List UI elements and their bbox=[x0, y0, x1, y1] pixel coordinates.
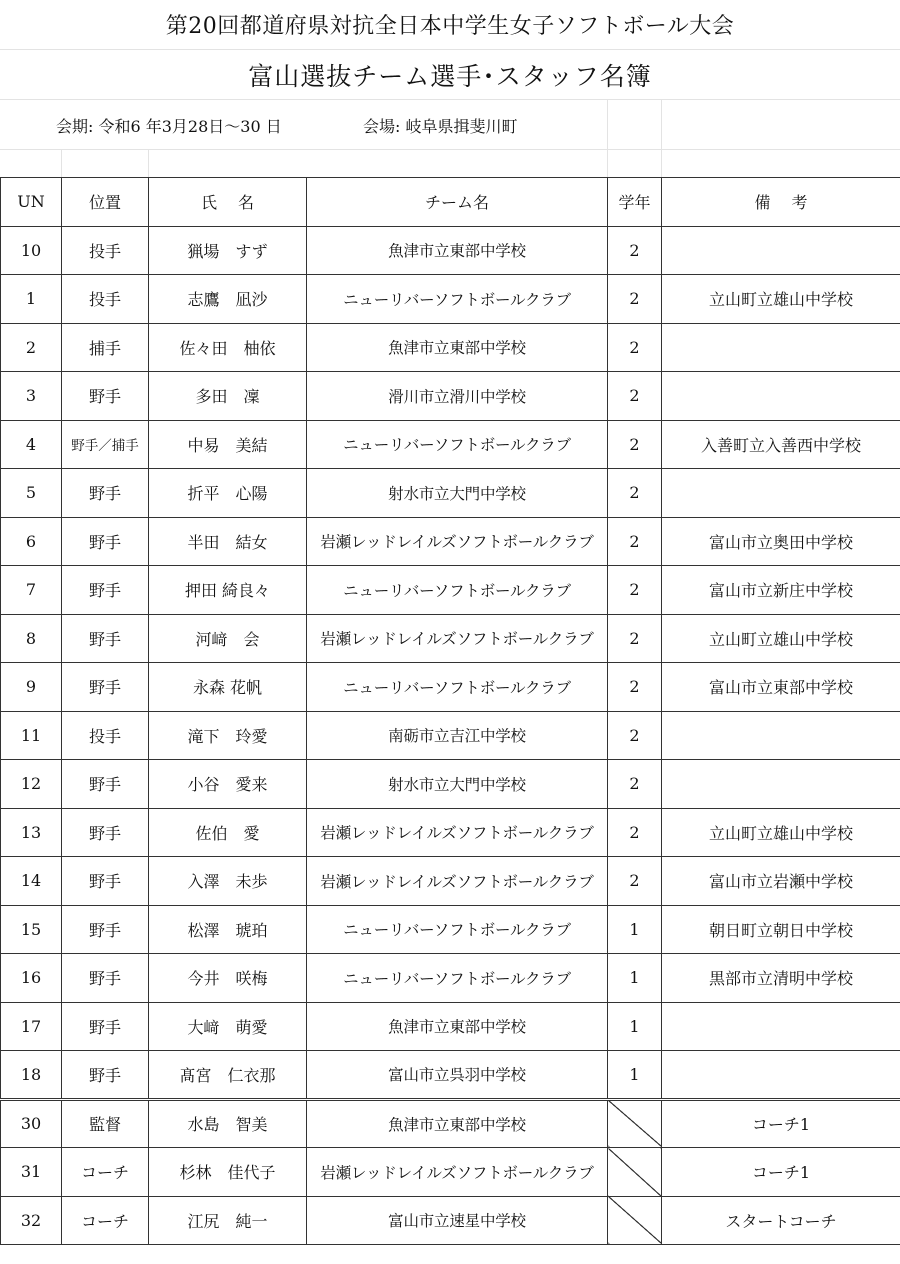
position: コーチ bbox=[62, 1196, 149, 1245]
remarks: 立山町立雄山中学校 bbox=[662, 275, 900, 324]
team-name: 岩瀬レッドレイルズソフトボールクラブ bbox=[307, 1148, 608, 1197]
team-name: 魚津市立東部中学校 bbox=[307, 226, 608, 275]
header-name: 氏 名 bbox=[149, 178, 307, 227]
remarks: コーチ1 bbox=[662, 1148, 900, 1197]
remarks: 富山市立奥田中学校 bbox=[662, 517, 900, 566]
uniform-number: 8 bbox=[1, 614, 62, 663]
header-un: UN bbox=[1, 178, 62, 227]
remarks bbox=[662, 226, 900, 275]
uniform-number: 32 bbox=[1, 1196, 62, 1245]
grid-line bbox=[148, 150, 149, 177]
position: 野手 bbox=[62, 760, 149, 809]
position: コーチ bbox=[62, 1148, 149, 1197]
grade: 1 bbox=[608, 1002, 662, 1051]
uniform-number: 30 bbox=[1, 1099, 62, 1148]
team-name: 富山市立呉羽中学校 bbox=[307, 1051, 608, 1100]
grid-line bbox=[607, 100, 608, 150]
header-position: 位置 bbox=[62, 178, 149, 227]
player-row bbox=[1, 808, 900, 857]
position: 投手 bbox=[62, 275, 149, 324]
grade: 2 bbox=[608, 808, 662, 857]
grade: 2 bbox=[608, 275, 662, 324]
player-row bbox=[1, 711, 900, 760]
roster-body bbox=[1, 226, 900, 1245]
player-name: 折平 心陽 bbox=[149, 469, 307, 518]
position: 捕手 bbox=[62, 323, 149, 372]
player-row bbox=[1, 857, 900, 906]
player-row bbox=[1, 517, 900, 566]
tournament-title: 第20回都道府県対抗全日本中学生女子ソフトボール大会 bbox=[0, 0, 900, 50]
remarks: 黒部市立清明中学校 bbox=[662, 954, 900, 1003]
event-venue: 会場: 岐阜県揖斐川町 bbox=[363, 116, 518, 136]
player-name: 多田 凜 bbox=[149, 372, 307, 421]
player-name: 志鷹 凪沙 bbox=[149, 275, 307, 324]
player-name: 今井 咲梅 bbox=[149, 954, 307, 1003]
grid-line bbox=[661, 100, 662, 150]
staff-row bbox=[1, 1148, 900, 1197]
player-row bbox=[1, 905, 900, 954]
uniform-number: 12 bbox=[1, 760, 62, 809]
team-name: 魚津市立東部中学校 bbox=[307, 323, 608, 372]
player-row bbox=[1, 760, 900, 809]
player-name: 松澤 琥珀 bbox=[149, 905, 307, 954]
team-name: ニューリバーソフトボールクラブ bbox=[307, 954, 608, 1003]
grade: 2 bbox=[608, 614, 662, 663]
uniform-number: 10 bbox=[1, 226, 62, 275]
roster-subtitle: 富山選抜チーム選手･スタッフ名簿 bbox=[0, 50, 900, 100]
event-period: 会期: 令和6 年3月28日～30 日 bbox=[56, 116, 282, 136]
player-name: 中易 美結 bbox=[149, 420, 307, 469]
grade-na-slash bbox=[608, 1196, 662, 1245]
team-name: 射水市立大門中学校 bbox=[307, 469, 608, 518]
uniform-number: 1 bbox=[1, 275, 62, 324]
team-name: ニューリバーソフトボールクラブ bbox=[307, 275, 608, 324]
position: 野手 bbox=[62, 808, 149, 857]
spacer-row bbox=[0, 150, 900, 177]
uniform-number: 6 bbox=[1, 517, 62, 566]
remarks bbox=[662, 1051, 900, 1100]
uniform-number: 31 bbox=[1, 1148, 62, 1197]
remarks: 立山町立雄山中学校 bbox=[662, 808, 900, 857]
uniform-number: 2 bbox=[1, 323, 62, 372]
roster-table bbox=[0, 177, 900, 1245]
grid-line bbox=[607, 150, 608, 177]
player-row bbox=[1, 1051, 900, 1100]
grade: 2 bbox=[608, 711, 662, 760]
uniform-number: 14 bbox=[1, 857, 62, 906]
player-row bbox=[1, 226, 900, 275]
player-row bbox=[1, 566, 900, 615]
uniform-number: 11 bbox=[1, 711, 62, 760]
staff-row bbox=[1, 1099, 900, 1148]
grid-line bbox=[661, 150, 662, 177]
position: 野手／捕手 bbox=[62, 420, 149, 469]
grade: 2 bbox=[608, 760, 662, 809]
player-row bbox=[1, 1002, 900, 1051]
remarks: 入善町立入善西中学校 bbox=[662, 420, 900, 469]
team-name: ニューリバーソフトボールクラブ bbox=[307, 905, 608, 954]
player-row bbox=[1, 372, 900, 421]
team-name: 魚津市立東部中学校 bbox=[307, 1002, 608, 1051]
grade-na-slash bbox=[608, 1148, 662, 1197]
position: 野手 bbox=[62, 1051, 149, 1100]
staff-name: 江尻 純一 bbox=[149, 1196, 307, 1245]
staff-row bbox=[1, 1196, 900, 1245]
grade: 1 bbox=[608, 905, 662, 954]
uniform-number: 9 bbox=[1, 663, 62, 712]
player-row bbox=[1, 275, 900, 324]
team-name: ニューリバーソフトボールクラブ bbox=[307, 663, 608, 712]
player-name: 小谷 愛来 bbox=[149, 760, 307, 809]
uniform-number: 3 bbox=[1, 372, 62, 421]
grade: 2 bbox=[608, 663, 662, 712]
position: 野手 bbox=[62, 857, 149, 906]
team-name: 岩瀬レッドレイルズソフトボールクラブ bbox=[307, 808, 608, 857]
grade: 2 bbox=[608, 517, 662, 566]
player-row bbox=[1, 663, 900, 712]
remarks bbox=[662, 711, 900, 760]
event-info-row bbox=[0, 100, 900, 150]
header-grade: 学年 bbox=[608, 178, 662, 227]
player-row bbox=[1, 469, 900, 518]
uniform-number: 4 bbox=[1, 420, 62, 469]
header-team: チーム名 bbox=[307, 178, 608, 227]
remarks: 富山市立新庄中学校 bbox=[662, 566, 900, 615]
player-row bbox=[1, 420, 900, 469]
staff-name: 水島 智美 bbox=[149, 1099, 307, 1148]
team-name: ニューリバーソフトボールクラブ bbox=[307, 420, 608, 469]
team-name: ニューリバーソフトボールクラブ bbox=[307, 566, 608, 615]
uniform-number: 16 bbox=[1, 954, 62, 1003]
grade: 2 bbox=[608, 323, 662, 372]
grade: 2 bbox=[608, 566, 662, 615]
grade: 2 bbox=[608, 372, 662, 421]
remarks bbox=[662, 323, 900, 372]
remarks: 富山市立岩瀬中学校 bbox=[662, 857, 900, 906]
position: 監督 bbox=[62, 1099, 149, 1148]
remarks: 富山市立東部中学校 bbox=[662, 663, 900, 712]
remarks bbox=[662, 469, 900, 518]
position: 投手 bbox=[62, 711, 149, 760]
team-name: 滑川市立滑川中学校 bbox=[307, 372, 608, 421]
remarks: 朝日町立朝日中学校 bbox=[662, 905, 900, 954]
player-name: 猟場 すず bbox=[149, 226, 307, 275]
uniform-number: 15 bbox=[1, 905, 62, 954]
grade: 2 bbox=[608, 420, 662, 469]
position: 野手 bbox=[62, 469, 149, 518]
grade: 2 bbox=[608, 857, 662, 906]
player-name: 永森 花帆 bbox=[149, 663, 307, 712]
player-name: 河﨑 会 bbox=[149, 614, 307, 663]
position: 投手 bbox=[62, 226, 149, 275]
team-name: 岩瀬レッドレイルズソフトボールクラブ bbox=[307, 517, 608, 566]
team-name: 富山市立速星中学校 bbox=[307, 1196, 608, 1245]
position: 野手 bbox=[62, 372, 149, 421]
grade: 1 bbox=[608, 1051, 662, 1100]
team-name: 岩瀬レッドレイルズソフトボールクラブ bbox=[307, 614, 608, 663]
uniform-number: 5 bbox=[1, 469, 62, 518]
remarks: スタートコーチ bbox=[662, 1196, 900, 1245]
uniform-number: 7 bbox=[1, 566, 62, 615]
team-name: 岩瀬レッドレイルズソフトボールクラブ bbox=[307, 857, 608, 906]
grade: 1 bbox=[608, 954, 662, 1003]
remarks: コーチ1 bbox=[662, 1099, 900, 1148]
player-name: 大﨑 萌愛 bbox=[149, 1002, 307, 1051]
position: 野手 bbox=[62, 954, 149, 1003]
grid-line bbox=[61, 150, 62, 177]
uniform-number: 13 bbox=[1, 808, 62, 857]
position: 野手 bbox=[62, 1002, 149, 1051]
team-name: 魚津市立東部中学校 bbox=[307, 1099, 608, 1148]
grade-na-slash bbox=[608, 1099, 662, 1148]
player-name: 髙宮 仁衣那 bbox=[149, 1051, 307, 1100]
player-name: 半田 結女 bbox=[149, 517, 307, 566]
header-remarks: 備 考 bbox=[662, 178, 900, 227]
position: 野手 bbox=[62, 566, 149, 615]
staff-name: 杉林 佳代子 bbox=[149, 1148, 307, 1197]
remarks bbox=[662, 372, 900, 421]
remarks: 立山町立雄山中学校 bbox=[662, 614, 900, 663]
remarks bbox=[662, 760, 900, 809]
team-name: 射水市立大門中学校 bbox=[307, 760, 608, 809]
player-name: 滝下 玲愛 bbox=[149, 711, 307, 760]
position: 野手 bbox=[62, 614, 149, 663]
player-row bbox=[1, 323, 900, 372]
uniform-number: 18 bbox=[1, 1051, 62, 1100]
grade: 2 bbox=[608, 469, 662, 518]
player-name: 佐伯 愛 bbox=[149, 808, 307, 857]
table-header-row bbox=[1, 178, 900, 227]
player-row bbox=[1, 954, 900, 1003]
player-name: 入澤 未歩 bbox=[149, 857, 307, 906]
player-name: 押田 綺良々 bbox=[149, 566, 307, 615]
position: 野手 bbox=[62, 905, 149, 954]
player-row bbox=[1, 614, 900, 663]
remarks bbox=[662, 1002, 900, 1051]
team-name: 南砺市立吉江中学校 bbox=[307, 711, 608, 760]
position: 野手 bbox=[62, 517, 149, 566]
uniform-number: 17 bbox=[1, 1002, 62, 1051]
grade: 2 bbox=[608, 226, 662, 275]
position: 野手 bbox=[62, 663, 149, 712]
player-name: 佐々田 柚依 bbox=[149, 323, 307, 372]
